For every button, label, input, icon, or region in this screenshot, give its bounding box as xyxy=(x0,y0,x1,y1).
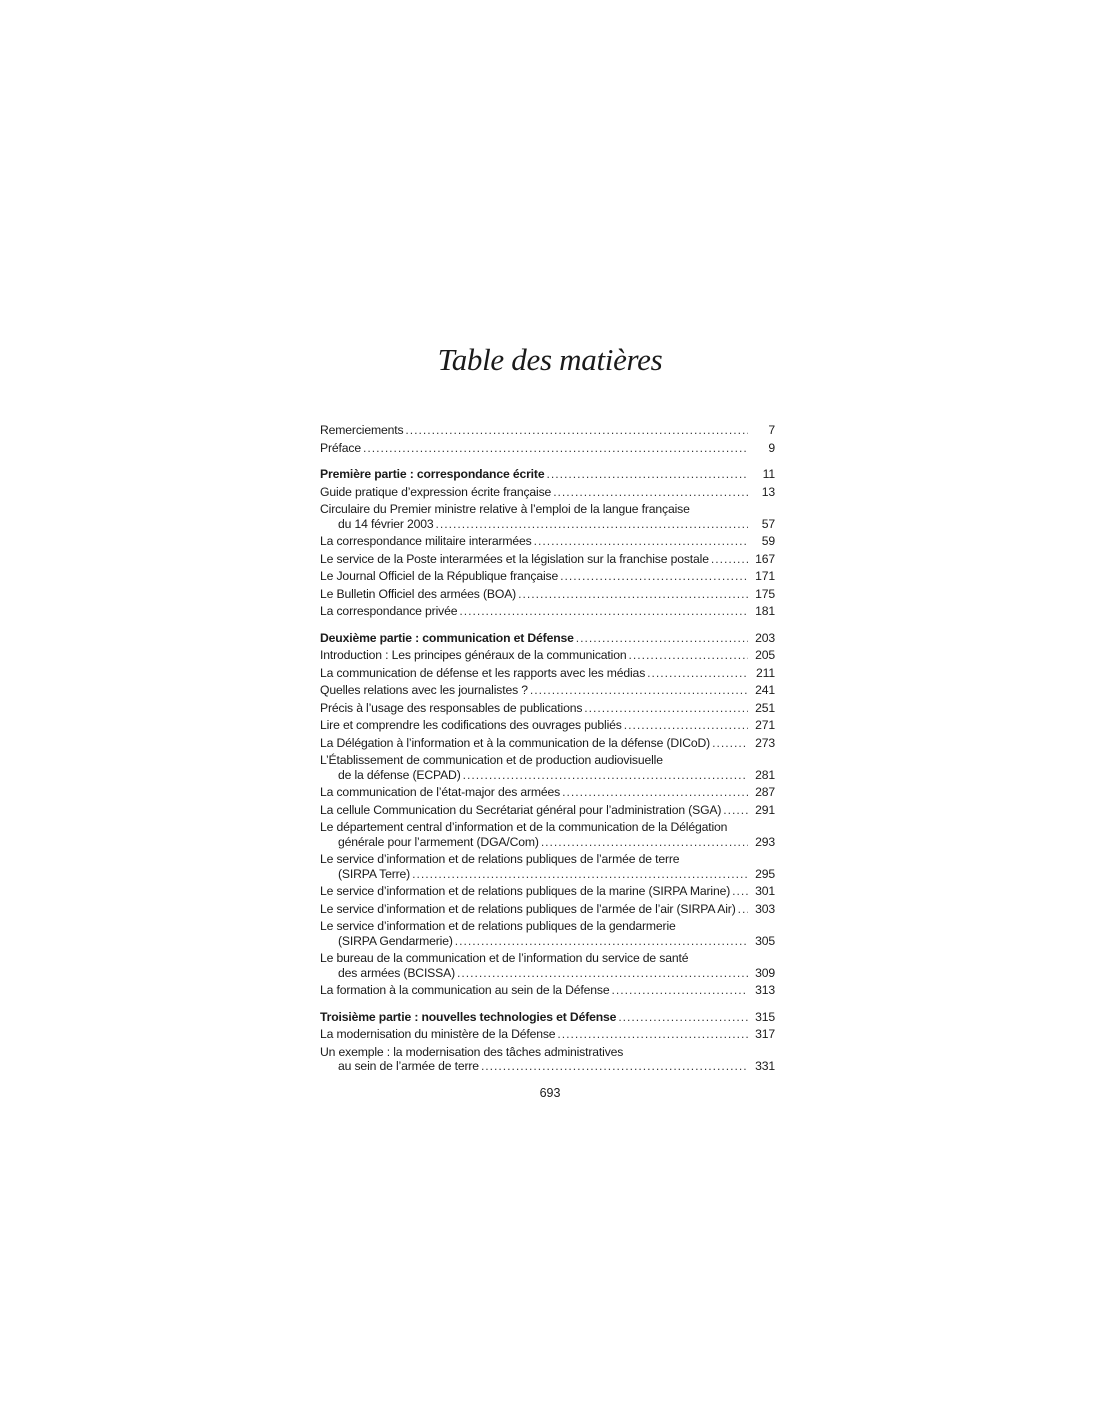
toc-entry[interactable] xyxy=(320,820,775,849)
dot-leader xyxy=(541,835,748,850)
toc-entry[interactable] xyxy=(320,648,775,663)
toc-entry-line xyxy=(320,951,775,966)
toc-entry-title: La formation à la communication au sein de la Défense xyxy=(320,983,610,997)
toc-entry[interactable] xyxy=(320,718,775,733)
dot-leader xyxy=(412,867,748,882)
toc-entry-title: (SIRPA Gendarmerie) xyxy=(338,933,453,948)
toc-section xyxy=(320,631,775,998)
toc-entry-line xyxy=(320,441,775,456)
toc-entry-line xyxy=(320,867,775,882)
toc-entry-title: du 14 février 2003 xyxy=(338,516,434,531)
toc-entry-line xyxy=(320,517,775,532)
dot-leader xyxy=(546,467,748,482)
toc-entry-title: La Délégation à l’information et à la communication de la défense (DICoD) xyxy=(320,735,711,750)
toc-entry-line xyxy=(320,683,775,698)
toc-entry[interactable] xyxy=(320,666,775,681)
toc-page-number: 281 xyxy=(755,767,775,782)
toc-page-number: 331 xyxy=(755,1059,775,1073)
dot-leader xyxy=(738,902,748,917)
toc-entry-line xyxy=(320,753,775,768)
table-of-contents xyxy=(320,423,775,1086)
dot-leader xyxy=(628,648,748,663)
toc-entry-title: La cellule Communication du Secrétariat général pour l’administration (SGA) xyxy=(320,802,722,817)
toc-entry-line xyxy=(320,1059,775,1074)
toc-page-number: 9 xyxy=(768,440,775,455)
toc-entry[interactable] xyxy=(320,423,775,438)
toc-entry-title: La correspondance privée xyxy=(320,604,458,618)
toc-page-number: 317 xyxy=(755,1027,775,1041)
toc-entry-line xyxy=(320,587,775,602)
toc-entry-title: Le service d’information et de relations publiques de l’armée de l’air (SIRPA Air) xyxy=(320,901,736,916)
toc-entry-title: Le service d’information et de relations publiques de la gendarmerie xyxy=(320,919,676,933)
toc-page-number: 303 xyxy=(755,901,775,916)
toc-entry[interactable] xyxy=(320,1027,775,1042)
toc-entry-line xyxy=(320,919,775,934)
toc-entry-line xyxy=(320,820,775,835)
toc-entry-line xyxy=(320,1010,775,1025)
toc-entry-line xyxy=(320,983,775,998)
dot-leader xyxy=(405,423,748,438)
toc-entry[interactable] xyxy=(320,701,775,716)
toc-entry-title: La correspondance militaire interarmées xyxy=(320,534,532,548)
toc-entry[interactable] xyxy=(320,485,775,500)
toc-page-number: 205 xyxy=(755,648,775,662)
toc-page-number: 181 xyxy=(755,604,775,618)
toc-entry-title: générale pour l’armement (DGA/Com) xyxy=(338,834,539,849)
toc-entry-title: (SIRPA Terre) xyxy=(338,866,411,881)
toc-entry[interactable] xyxy=(320,983,775,998)
toc-entry[interactable] xyxy=(320,569,775,584)
toc-entry[interactable] xyxy=(320,951,775,980)
dot-leader xyxy=(711,552,748,567)
toc-entry-title: au sein de l’armée de terre xyxy=(338,1059,479,1073)
toc-entry-line xyxy=(320,423,775,438)
toc-entry-title: Circulaire du Premier ministre relative à l’emploi de la langue française xyxy=(320,502,690,516)
toc-entry-title: Troisième partie : nouvelles technologies et Défense xyxy=(320,1009,617,1024)
toc-entry-line xyxy=(320,1027,775,1042)
toc-page-number: 59 xyxy=(761,534,775,548)
toc-part-heading[interactable] xyxy=(320,1010,775,1025)
toc-page-number: 293 xyxy=(755,834,775,849)
dot-leader xyxy=(732,884,748,899)
toc-entry-title: Le bureau de la communication et de l’information du service de santé xyxy=(320,951,689,965)
toc-entry-line xyxy=(320,666,775,681)
toc-entry-line xyxy=(320,552,775,567)
toc-part-heading[interactable] xyxy=(320,631,775,646)
toc-entry-title: Préface xyxy=(320,440,361,455)
toc-entry-line xyxy=(320,648,775,663)
toc-section xyxy=(320,423,775,455)
page-number: 693 xyxy=(539,1086,561,1100)
toc-entry-title: Remerciements xyxy=(320,423,404,437)
dot-leader xyxy=(455,934,748,949)
toc-page-number: 295 xyxy=(755,866,775,881)
toc-page-number: 291 xyxy=(755,802,775,817)
toc-entry-title: Introduction : Les principes généraux de la communication xyxy=(320,648,627,662)
toc-entry-line xyxy=(320,467,775,482)
dot-leader xyxy=(576,631,748,646)
toc-section xyxy=(320,467,775,619)
dot-leader xyxy=(553,485,748,500)
toc-entry[interactable] xyxy=(320,736,775,751)
toc-entry-line xyxy=(320,701,775,716)
toc-entry-line xyxy=(320,736,775,751)
toc-entry[interactable] xyxy=(320,441,775,456)
toc-entry[interactable] xyxy=(320,753,775,782)
toc-entry-title: de la défense (ECPAD) xyxy=(338,767,461,782)
toc-entry[interactable] xyxy=(320,552,775,567)
toc-entry-line xyxy=(320,1045,775,1060)
toc-page-number: 313 xyxy=(755,983,775,997)
toc-entry-title: La modernisation du ministère de la Défense xyxy=(320,1027,556,1041)
dot-leader xyxy=(562,785,748,800)
toc-entry-line xyxy=(320,852,775,867)
dot-leader xyxy=(723,803,748,818)
dot-leader xyxy=(436,517,748,532)
dot-leader xyxy=(712,736,748,751)
toc-entry-title: Précis à l’usage des responsables de publications xyxy=(320,700,583,715)
toc-entry[interactable] xyxy=(320,604,775,619)
toc-page-number: 203 xyxy=(755,630,775,645)
toc-entry-title: Lire et comprendre les codifications des ouvrages publiés xyxy=(320,718,622,732)
toc-page-number: 287 xyxy=(755,785,775,799)
toc-entry-line xyxy=(320,718,775,733)
toc-entry-line xyxy=(320,534,775,549)
dot-leader xyxy=(584,701,748,716)
dot-leader xyxy=(647,666,748,681)
toc-entry[interactable] xyxy=(320,683,775,698)
toc-entry[interactable] xyxy=(320,587,775,602)
toc-page-number: 301 xyxy=(755,884,775,898)
toc-page-number: 7 xyxy=(768,423,775,437)
toc-entry[interactable] xyxy=(320,803,775,818)
toc-page-number: 57 xyxy=(761,516,775,531)
page-title: Table des matières xyxy=(437,342,663,377)
toc-entry-title: Le département central d’information et de la communication de la Délégation xyxy=(320,820,728,834)
dot-leader xyxy=(481,1059,748,1074)
toc-entry[interactable] xyxy=(320,884,775,899)
dot-leader xyxy=(457,966,748,981)
dot-leader xyxy=(618,1010,748,1025)
toc-page-number: 273 xyxy=(755,735,775,750)
toc-page-number: 241 xyxy=(755,683,775,697)
toc-entry[interactable] xyxy=(320,852,775,881)
toc-entry-title: Le Bulletin Officiel des armées (BOA) xyxy=(320,586,517,601)
toc-page-number: 171 xyxy=(755,569,775,583)
toc-entry-line xyxy=(320,569,775,584)
dot-leader xyxy=(530,683,748,698)
toc-entry-line xyxy=(320,884,775,899)
dot-leader xyxy=(518,587,748,602)
dot-leader xyxy=(463,768,748,783)
toc-entry[interactable] xyxy=(320,785,775,800)
toc-entry-title: Le Journal Officiel de la République française xyxy=(320,569,559,583)
dot-leader xyxy=(459,604,748,619)
toc-page-number: 13 xyxy=(761,484,775,499)
toc-entry-line xyxy=(320,902,775,917)
toc-page-number: 305 xyxy=(755,933,775,948)
toc-entry-title: Un exemple : la modernisation des tâches administratives xyxy=(320,1044,624,1059)
toc-entry-title: La communication de l’état-major des armées xyxy=(320,785,561,799)
toc-page-number: 315 xyxy=(755,1009,775,1024)
toc-page-number: 309 xyxy=(755,965,775,980)
toc-entry-title: Quelles relations avec les journalistes ? xyxy=(320,683,528,697)
dot-leader xyxy=(557,1027,748,1042)
toc-entry[interactable] xyxy=(320,902,775,917)
toc-entry-title: Le service d’information et de relations publiques de la marine (SIRPA Marine) xyxy=(320,884,731,898)
toc-entry-line xyxy=(320,803,775,818)
toc-entry[interactable] xyxy=(320,919,775,948)
toc-entry-line xyxy=(320,631,775,646)
toc-entry-title: L’Établissement de communication et de production audiovisuelle xyxy=(320,753,663,767)
toc-page-number: 175 xyxy=(755,586,775,601)
toc-part-heading[interactable] xyxy=(320,467,775,482)
toc-entry-title: des armées (BCISSA) xyxy=(338,965,456,980)
dot-leader xyxy=(534,534,748,549)
toc-entry[interactable] xyxy=(320,534,775,549)
toc-entry-line xyxy=(320,785,775,800)
dot-leader xyxy=(363,441,748,456)
toc-entry-line xyxy=(320,768,775,783)
toc-page-number: 271 xyxy=(755,718,775,732)
toc-entry-title: Deuxième partie : communication et Défense xyxy=(320,630,574,645)
dot-leader xyxy=(624,718,748,733)
toc-entry-line xyxy=(320,835,775,850)
toc-page-number: 211 xyxy=(756,665,775,680)
toc-entry[interactable] xyxy=(320,1045,775,1074)
toc-entry-title: Première partie : correspondance écrite xyxy=(320,467,545,481)
toc-page-number: 251 xyxy=(755,700,775,715)
toc-entry-title: Guide pratique d’expression écrite française xyxy=(320,484,552,499)
toc-entry-line xyxy=(320,934,775,949)
dot-leader xyxy=(611,983,748,998)
toc-entry-title: Le service de la Poste interarmées et la législation sur la franchise postale xyxy=(320,551,709,566)
toc-entry[interactable] xyxy=(320,502,775,531)
toc-entry-line xyxy=(320,604,775,619)
toc-page-number: 11 xyxy=(762,467,775,481)
toc-entry-line xyxy=(320,502,775,517)
toc-entry-line xyxy=(320,485,775,500)
dot-leader xyxy=(560,569,748,584)
toc-entry-line xyxy=(320,966,775,981)
toc-section xyxy=(320,1010,775,1074)
toc-entry-title: La communication de défense et les rapports avec les médias xyxy=(320,665,646,680)
toc-entry-title: Le service d’information et de relations publiques de l’armée de terre xyxy=(320,852,680,866)
toc-page-number: 167 xyxy=(755,551,775,566)
